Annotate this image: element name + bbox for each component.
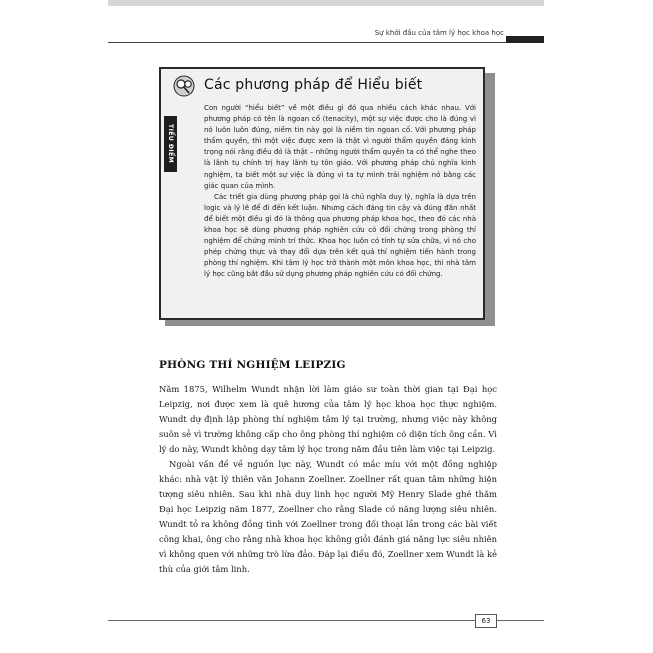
body-paragraph: Năm 1875, Wilhelm Wundt nhận lời làm giáo sư toàn thời gian tại Đại học Leipzig, nơi được xem là quê hương của tâm lý học khoa học thực nghiệm. Wundt dự định lập phòng thí nghiệm tâm lý tại trường, nhưng việc này không suôn sẻ vì trường không cấp cho ông phòng thí nghiệm có diện tích ông cần. Vì lý do này, Wundt không dạy tâm lý học trong năm đầu tiên làm việc tại Leipzig.	[159, 384, 497, 454]
info-box	[159, 67, 485, 320]
running-header: Sự khởi đầu của tâm lý học khoa học	[374, 29, 504, 37]
side-tab-label: TIỂU ĐIỂM	[164, 116, 177, 172]
magnifier-glasses-icon	[173, 75, 195, 97]
top-gray-rule	[108, 0, 544, 6]
info-box-body	[204, 103, 476, 281]
section-title: PHÒNG THÍ NGHIỆM LEIPZIG	[159, 359, 346, 371]
info-box-title: Các phương pháp để Hiểu biết	[204, 77, 423, 93]
body-paragraph: Ngoài vấn đề về nguồn lực này, Wundt có mắc míu với một đồng nghiệp khác: nhà vật lý thiên văn Johann Zoellner. Zoellner rất quan tâm những hiện tượng siêu nhiên. Sau khi nhà duy linh học người Mỹ Henry Slade ghé thăm Đại học Leipzig năm 1877, Zoellner cho rằng Slade có năng lượng siêu nhiên. Wundt tỏ ra không đồng tình với Zoellner trong đối thoại lần trong các bài viết công khai, ông cho rằng nhà khoa học không giỏi đánh giá năng lực siêu nhiên vì không quen với những trò lừa đảo. Đáp lại điều đó, Zoellner xem Wundt là kẻ thù của giới tâm linh.	[159, 459, 497, 574]
header-rule	[108, 42, 506, 43]
info-paragraph: Con người “hiểu biết” về một điều gì đó qua nhiều cách khác nhau. Với phương pháp có tên là ngoan cố (tenacity), một sự việc được cho là đúng vì nó luôn luôn đúng, niềm tin này gọi là niềm tin ngoan cố. Với phương pháp thẩm quyền, thì một việc được xem là thật vì người thẩm quyền đáng kính trọng nói rằng điều đó là thật – những người thẩm quyền ta có thể nghe theo là lãnh tụ chính trị hay lãnh tụ tôn giáo. Với phương pháp chủ nghĩa kinh nghiệm, ta biết một sự việc là đúng vì ta tự mình trải nghiệm nó bằng các giác quan của mình.	[204, 104, 476, 190]
page-number: 63	[475, 614, 497, 628]
header-bar	[506, 36, 544, 43]
main-text	[159, 382, 497, 577]
info-paragraph: Các triết gia dùng phương pháp gọi là chủ nghĩa duy lý, nghĩa là dựa trên logic và lý lẽ để đi đến kết luận. Nhưng cách đáng tin cậy và đúng đắn nhất để biết một điều gì đó là thông qua phương pháp khoa học, theo đó các nhà khoa học sẽ dùng phương pháp nghiên cứu có đối chứng trong phòng thí nghiệm để chứng minh trí thức. Khoa học luôn có tính tự sửa chữa, vì nó cho phép chứng thực và thay đổi dựa trên kết quả thí nghiệm tiến hành trong phòng thí nghiệm. Khi tâm lý học trở thành một môn khoa học, thì nhà tâm lý học cũng bắt đầu sử dụng phương pháp nghiên cứu có đối chứng.	[204, 192, 476, 279]
